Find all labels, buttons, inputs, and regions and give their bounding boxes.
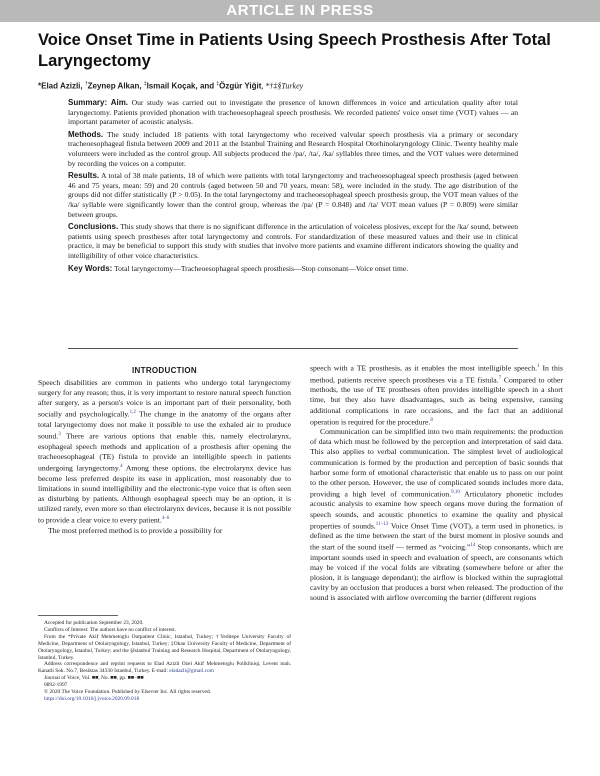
article-in-press-banner: ARTICLE IN PRESS xyxy=(0,0,600,22)
footnote-divider xyxy=(38,615,118,616)
reference-link[interactable]: 11−13 xyxy=(375,521,389,527)
abstract-divider xyxy=(68,348,518,349)
aim-text: Our study was carried out to investigate the presence of known differences in voice and articulation quality after total laryngectomy. Patients provided phonation with tracheoesophageal speech prosthesis. We recorded patients' voice onset time (VOT) values — an important parameter of acoustic analysis. xyxy=(68,98,518,127)
abstract-aim xyxy=(68,98,518,127)
author-marker: † xyxy=(84,81,88,87)
results-label: Results. xyxy=(68,171,100,181)
footnotes xyxy=(38,620,291,703)
abstract-conclusions xyxy=(68,222,518,260)
reference-link[interactable]: 4 xyxy=(120,463,123,469)
left-column xyxy=(38,366,291,536)
author-list: *Elad Azizli, †Zeynep Alkan, ‡Ismail Koçak, and ‡Özgür Yiğit, *†‡§Turkey xyxy=(38,81,304,91)
right-column xyxy=(310,362,563,604)
abstract xyxy=(68,98,518,276)
footnote-journal: Journal of Voice, Vol. ■■, No. ■■, pp. ■■−■■ xyxy=(44,675,144,682)
email-link[interactable]: eladazli@gmail.com xyxy=(169,668,214,675)
author-location: , *†‡§Turkey xyxy=(261,81,304,91)
aim-label: Aim. xyxy=(110,98,129,107)
author-name[interactable]: Özgür Yiğit xyxy=(219,81,262,91)
doi-link[interactable]: https://doi.org/10.1016/j.jvoice.2020.09.018 xyxy=(44,695,140,702)
footnote-address: Address correspondence and reprint requests to Elad Azizli Ozel Akif Mehmetoglu Polikliniqi, Levent mah. Kanatli Sok. No.7, Besiktas 34330 Istanbul, Turkey. E-mail: eladazli@gmail.com xyxy=(38,661,291,675)
summary-label: Summary: xyxy=(68,98,108,107)
intro-paragraph: The most preferred method is to provide a possibility for xyxy=(48,525,223,535)
article-title: Voice Onset Time in Patients Using Speech Prosthesis After Total Laryngectomy xyxy=(38,31,551,70)
reference-link[interactable]: 7 xyxy=(498,375,502,381)
methods-text: The study included 18 patients with total laryngectomy who received valvular speech prosthesis via a primary or secondary tracheoesophageal fistula between 2009 and 2011 at the Istanbul Training and Research Hospital Otorhinolaryngology Clinic. Twenty healthy male volunteers were included as the control group. All subjects produced the /pa/, /ta/, /ka/ syllables three times, and the VOT values were determined by recording the voices on a computer. xyxy=(68,129,518,168)
intro-paragraph: Speech disabilities are common in patients who undergo total laryngectomy surgery for any reason; thus, it is very important to restore natural speech function after surgery, as a person's voice is an important part of their personality, both socially and psychologically.$^{1,2}$ The change in the anatomy of the organs after total laryngectomy does not make it possible to use the exhaled air to produce sound.$^3$ There are various options that enable this, namely electrolarynx, esophageal speech methods and application of a prosthesis after opening the tracheoesophageal (TE) fistula to provide an intelligible speech in patients undergoing laryngectomy.$^4$ Among these options, the electrolarynx device has become less preferred despite its ease in application, most reasonably due to limitations in sound intelligibility and the electronic-type voice that is often seen as disturbing by patients. Although esophageal speech may be an option, it is utilized rarely, even more so than electrolarynx devices, because it is not possible to provide a clear voice to every patient.$^{4-6}$ xyxy=(38,378,291,525)
footnote-accepted: Accepted for publication September 23, 2020. xyxy=(44,620,144,626)
keywords-text: Total laryngectomy—Tracheoesophageal speech prosthesis—Stop consonant—Voice onset time. xyxy=(114,263,409,273)
conclusions-label: Conclusions. xyxy=(68,222,119,232)
keywords-label: Key Words: xyxy=(68,263,113,273)
footnote-affiliations: From the *Private Akif Mehmetoglu Outpatient Clinic, Istanbul, Turkey; †Yeditepe University Faculty of Medicine, Department of Otolaryngology, Istanbul, Turkey; ‡Okan University Faculty of Medicine, Department of Otolaryngology, Istanbul, Turkey; and the §Istanbul Training and Research Hospital, Department of Otolaryngology, Istanbul, Turkey. xyxy=(38,633,291,661)
footnote-issn: 0892-1997 xyxy=(44,682,68,689)
reference-link[interactable]: 14 xyxy=(470,543,476,549)
results-text: A total of 38 male patients, 18 of which were patients with total laryngectomy and tracheoesophageal speech prosthesis (aged between 46 and 75 years, mean: 59) and 20 controls (aged between 50 and 70 years, mean: 58), were included in the study. The age distribution of the groups did not differ statistically (P > 0.05). In the total laryngectomy and tracheoesophageal speech prosthesis group, the VOT mean values of the /ka/ syllable were significantly lower than the control group, whereas the /pa/ (P = 0.848) and /ta/ VOT mean values (P = 0.809) were similar between groups. xyxy=(68,171,518,219)
author-marker: ‡ xyxy=(143,81,147,87)
author-marker: * xyxy=(38,81,42,91)
abstract-methods xyxy=(68,130,518,168)
author-name[interactable]: Elad Azizli xyxy=(41,81,81,91)
body-paragraph: Communication can be simplified into two main requirements: the production of data which must be followed by the perception and interpretation of said data. This also applies to verbal communication. The simplest level of audiological communication is formed by the production and perception of basic sounds that harbor some form of emotional characteristic that enable us to pass on our point to the other person. However, the use of complicated sounds includes more data, providing a high level of communication.$^{9,10}$ Articulatory phonetic includes acoustic analysis to examine how speech organs move during the formation of speech sounds, and acoustic phonetics to examine the quality and physical properties of sounds.$^{11-13}$ Voice Onset Time (VOT), a term used in phonetics, is defined as the time between the start of the burst moment in plosive sounds and the start of the sound itself — termed as “voicing.”$^{14}$ Stop consonants, which are important sounds used in speech and evaluation of speech, are consonants which may be voiced if the vocal folds are vibrating (somewhere before or after the plosion, it is language dependant); the airflow is blocked within the supraglottal cavity by an occlusion that produces a burst when released. The production of the sound is associated with airflow overcoming the barrier (different regions xyxy=(310,427,564,603)
footnote-doi xyxy=(38,696,291,703)
reference-link[interactable]: 1,2 xyxy=(129,410,136,416)
introduction-heading: INTRODUCTION xyxy=(132,366,197,375)
author-name[interactable]: Ismail Koçak xyxy=(146,81,196,91)
conclusions-text: This study shows that there is no significant difference in the articulation of voiceless plosives, except for the /ka/ sound, between patients using speech prostheses after total laryngectomy and controls. For standardization of these measured values and their use in clinical practice, it may be beneficial to support this study with studies that involve more patients and examine different indicators showing the quality and intelligibility of other voice characteristics. xyxy=(68,222,518,260)
reference-link[interactable]: 1 xyxy=(537,364,540,369)
reference-link[interactable]: 8 xyxy=(430,417,433,423)
author-name[interactable]: Zeynep Alkan xyxy=(87,81,140,91)
body-paragraph: speech with a TE prosthesis, as it enables the most intelligible speech.$^1$ In this method, patients receive speech prostheses via a TE fistula.$^7$ Compared to other methods, the use of TE prostheses often provides intelligible speech in a short time, but they also have disadvantages, such as being expensive, causing additional complications in rare occasions, and the fact that an additional operation is required for the procedure.$^8$ xyxy=(310,363,563,427)
methods-label: Methods. xyxy=(68,129,104,139)
abstract-keywords xyxy=(68,264,518,274)
abstract-results xyxy=(68,171,518,219)
reference-link[interactable]: 3 xyxy=(58,432,61,438)
reference-link[interactable]: 4–6 xyxy=(161,516,170,521)
author-marker: ‡ xyxy=(216,81,220,87)
footnote-conflicts: Conflicts of Interest: The authors have no conflict of interest. xyxy=(44,626,176,633)
reference-link[interactable]: 9,10 xyxy=(451,489,460,495)
footnote-copyright: © 2020 The Voice Foundation. Published by Elsevier Inc. All rights reserved. xyxy=(44,689,211,696)
